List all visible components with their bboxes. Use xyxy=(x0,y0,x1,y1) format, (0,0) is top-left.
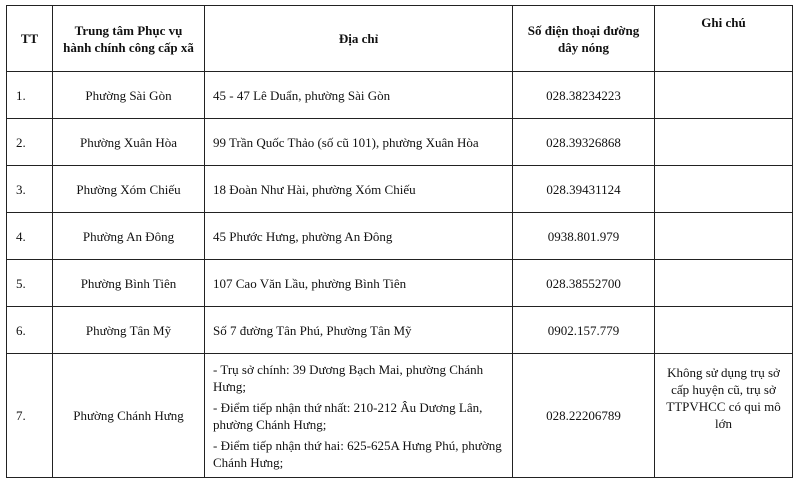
ward-address: Số 7 đường Tân Phú, Phường Tân Mỹ xyxy=(205,307,513,354)
address-line-second-point: - Điểm tiếp nhận thứ hai: 625-625A Hưng Phú, phường Chánh Hưng; xyxy=(213,437,502,470)
ward-name: Phường Xóm Chiếu xyxy=(53,166,205,213)
header-address: Địa chỉ xyxy=(205,6,513,72)
note-cell xyxy=(655,166,793,213)
hotline-number: 028.39326868 xyxy=(513,119,655,166)
note-cell xyxy=(655,213,793,260)
ward-address: 99 Trần Quốc Thảo (số cũ 101), phường Xuân Hòa xyxy=(205,119,513,166)
ward-name: Phường Sài Gòn xyxy=(53,72,205,119)
ward-name: Phường Bình Tiên xyxy=(53,260,205,307)
row-number: 4. xyxy=(7,213,53,260)
table-row xyxy=(7,354,793,478)
ward-address: 18 Đoàn Như Hài, phường Xóm Chiếu xyxy=(205,166,513,213)
hotline-number: 028.39431124 xyxy=(513,166,655,213)
header-center: Trung tâm Phục vụ hành chính công cấp xã xyxy=(53,6,205,72)
row-number: 6. xyxy=(7,307,53,354)
ward-address: 107 Cao Văn Lầu, phường Bình Tiên xyxy=(205,260,513,307)
office-table xyxy=(6,5,793,478)
header-row xyxy=(7,6,793,72)
ward-name: Phường Xuân Hòa xyxy=(53,119,205,166)
row-number: 1. xyxy=(7,72,53,119)
address-line-main-office: - Trụ sở chính: 39 Dương Bạch Mai, phường Chánh Hưng; xyxy=(213,361,484,394)
header-tt: TT xyxy=(7,6,53,72)
note-cell: Không sử dụng trụ sở cấp huyện cũ, trụ sở TTPVHCC có qui mô lớn xyxy=(655,354,793,478)
table-row xyxy=(7,166,793,213)
hotline-number: 028.22206789 xyxy=(513,354,655,478)
hotline-number: 0938.801.979 xyxy=(513,213,655,260)
table-row xyxy=(7,307,793,354)
row-number: 5. xyxy=(7,260,53,307)
row-number: 7. xyxy=(7,354,53,478)
hotline-number: 0902.157.779 xyxy=(513,307,655,354)
note-cell xyxy=(655,307,793,354)
ward-address: 45 - 47 Lê Duẩn, phường Sài Gòn xyxy=(205,72,513,119)
note-cell xyxy=(655,119,793,166)
ward-name: Phường An Đông xyxy=(53,213,205,260)
row-number: 2. xyxy=(7,119,53,166)
row-number: 3. xyxy=(7,166,53,213)
hotline-number: 028.38234223 xyxy=(513,72,655,119)
header-note: Ghi chú xyxy=(655,6,793,72)
ward-name: Phường Chánh Hưng xyxy=(53,354,205,478)
ward-address: 45 Phước Hưng, phường An Đông xyxy=(205,213,513,260)
office-table-container xyxy=(6,5,792,478)
header-phone: Số điện thoại đường dây nóng xyxy=(513,6,655,72)
table-row xyxy=(7,213,793,260)
hotline-number: 028.38552700 xyxy=(513,260,655,307)
ward-name: Phường Tân Mỹ xyxy=(53,307,205,354)
ward-address xyxy=(205,354,513,478)
note-cell xyxy=(655,72,793,119)
table-row xyxy=(7,72,793,119)
address-line-first-point: - Điểm tiếp nhận thứ nhất: 210-212 Âu Dương Lân, phường Chánh Hưng; xyxy=(213,399,483,432)
note-cell xyxy=(655,260,793,307)
table-row xyxy=(7,260,793,307)
table-row xyxy=(7,119,793,166)
